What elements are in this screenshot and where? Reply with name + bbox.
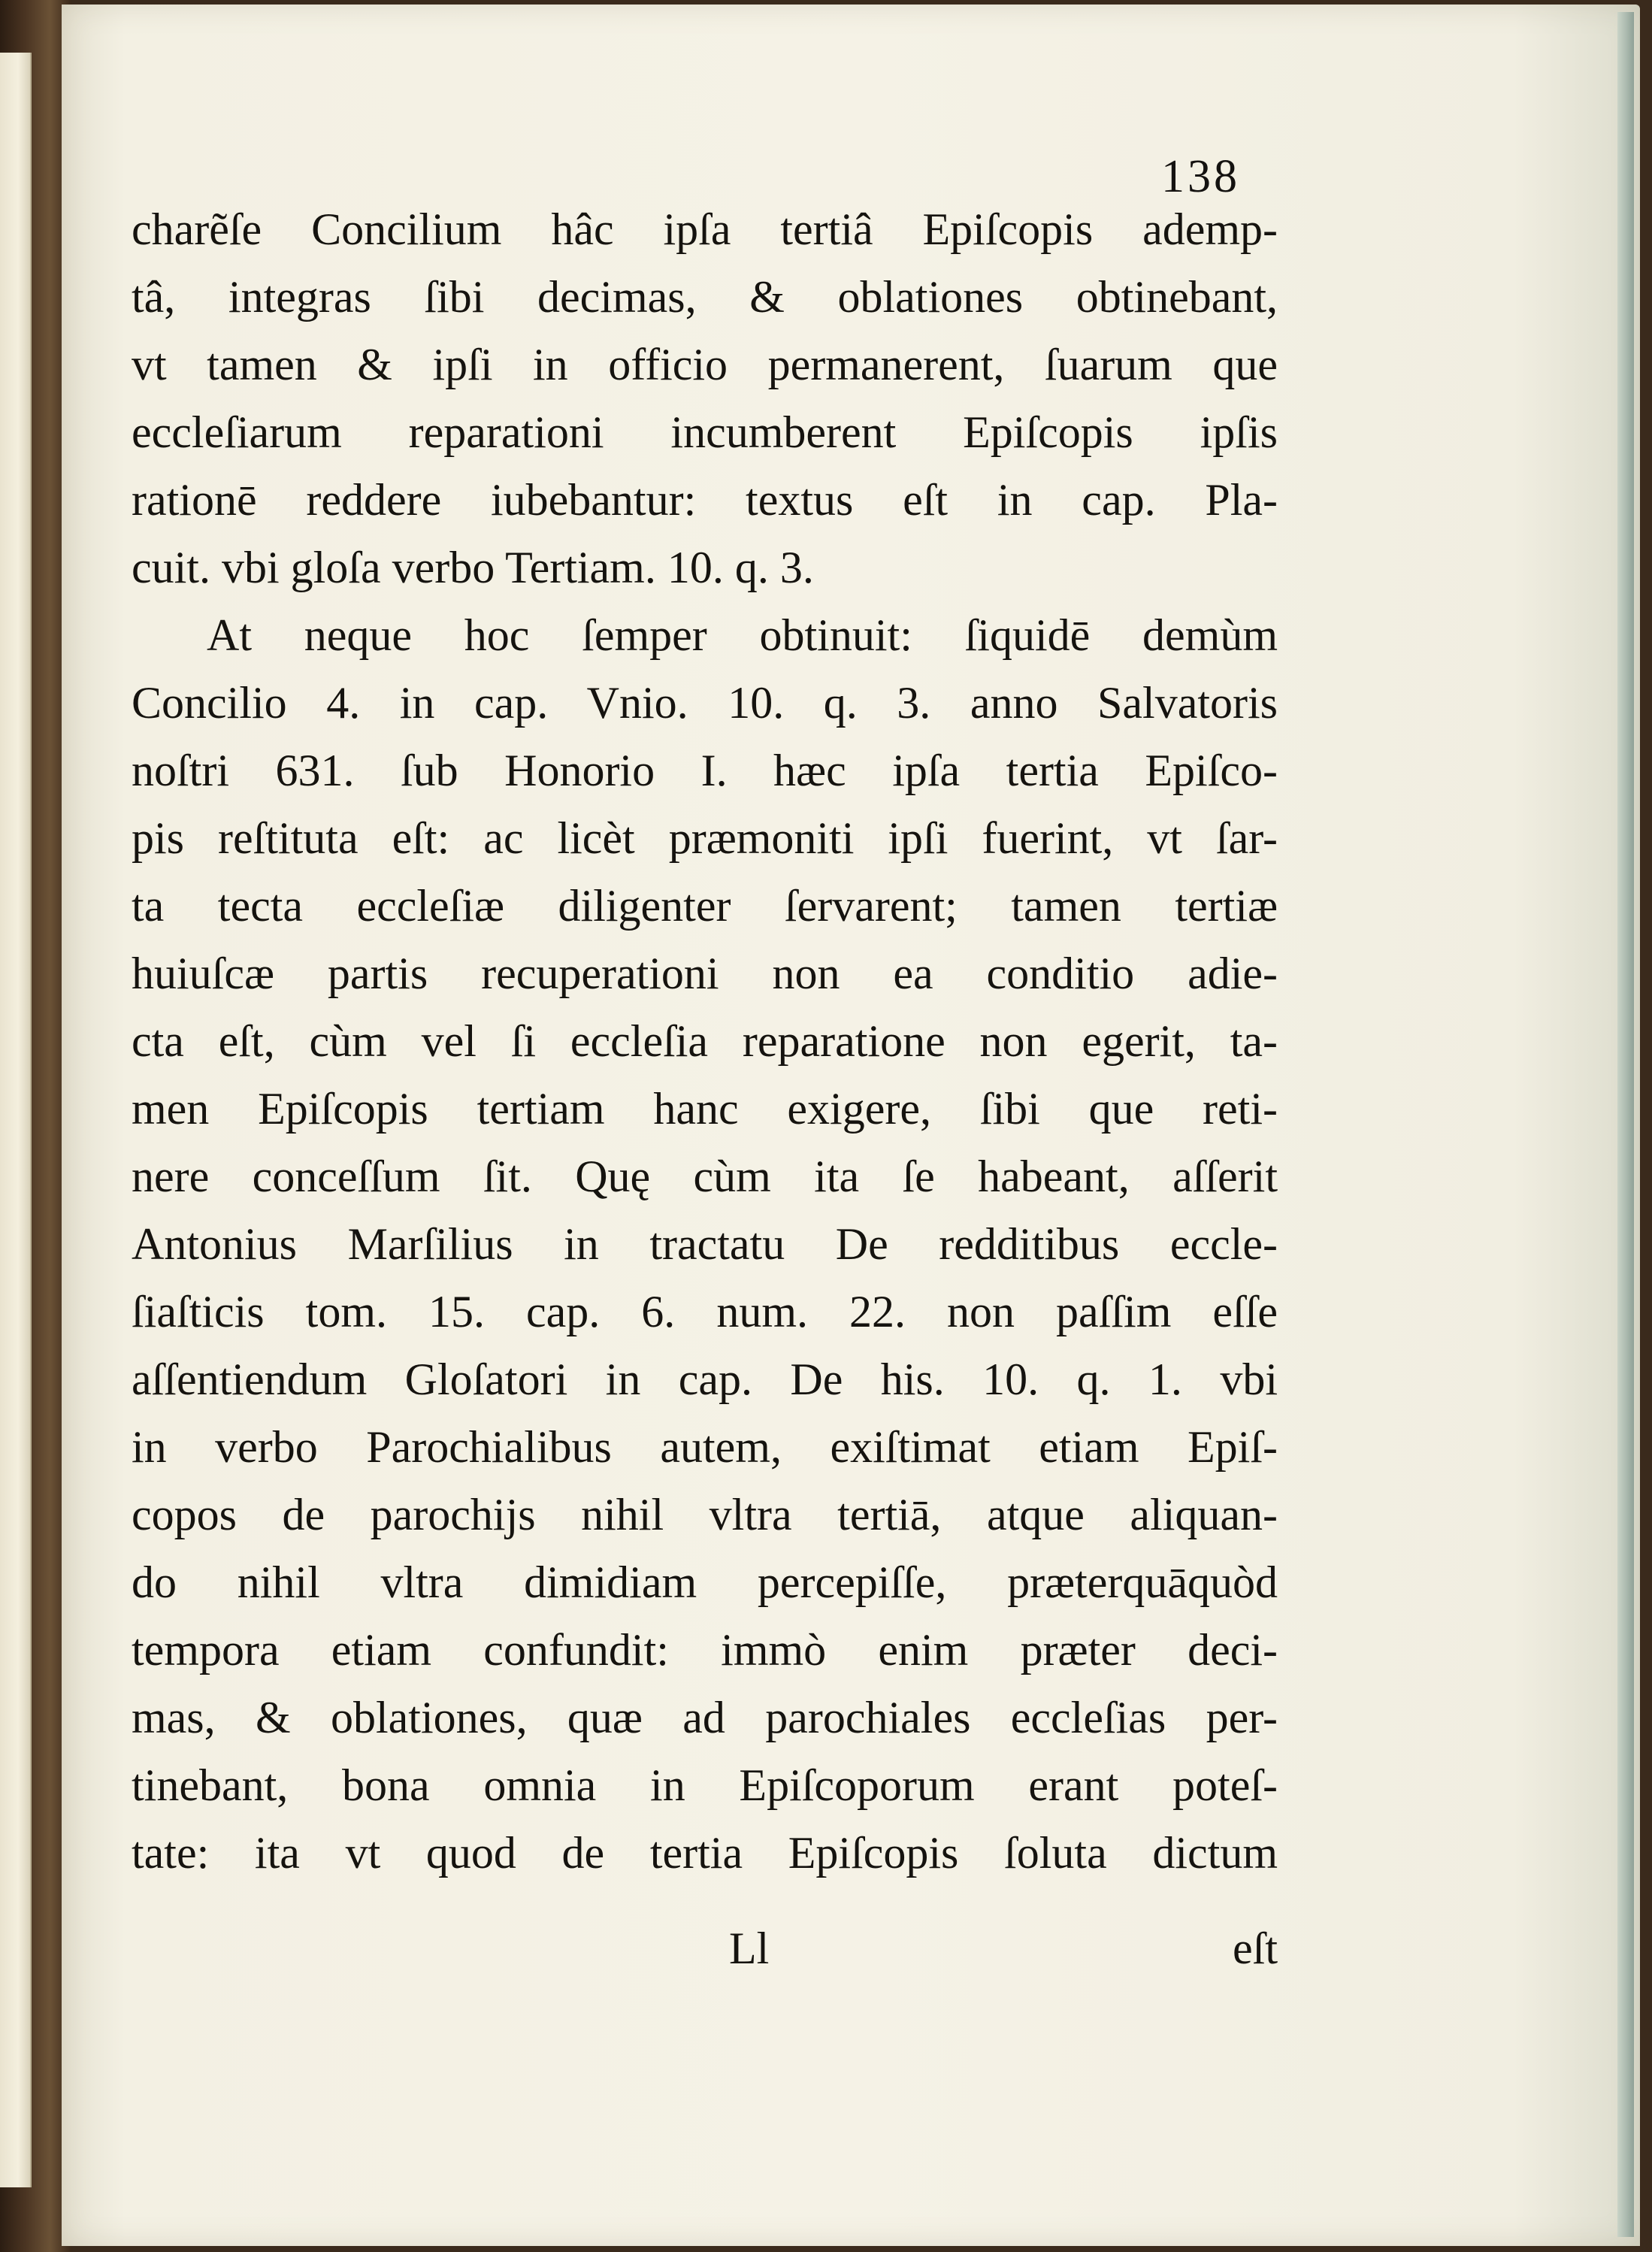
text-line: aſſentiendum Gloſatori in cap. De his. 10. q. 1. vbi bbox=[132, 1355, 1278, 1404]
body-text bbox=[132, 195, 1278, 1887]
text-line: charẽſe Concilium hâc ipſa tertiâ Epiſcopis ademp- bbox=[132, 204, 1278, 254]
catchword: eſt bbox=[1233, 1924, 1278, 1973]
text-line: tate: ita vt quod de tertia Epiſcopis ſoluta dictum bbox=[132, 1828, 1278, 1878]
page-block-edge bbox=[1617, 12, 1634, 2237]
text-line: pis reſtituta eſt: ac licèt præmoniti ipſi fuerint, vt ſar- bbox=[132, 813, 1278, 863]
page-number: 138 bbox=[1161, 151, 1240, 202]
text-line: rationē reddere iubebantur: textus eſt in cap. Pla- bbox=[132, 475, 1278, 525]
text-line: cta eſt, cùm vel ſi eccleſia reparatione non egerit, ta- bbox=[132, 1016, 1278, 1066]
text-line: tinebant, bona omnia in Epiſcoporum erant poteſ- bbox=[132, 1760, 1278, 1810]
text-line: cuit. vbi gloſa verbo Tertiam. 10. q. 3. bbox=[132, 543, 814, 592]
text-line: vt tamen & ipſi in officio permanerent, ſuarum que bbox=[132, 340, 1278, 389]
text-line: in verbo Parochialibus autem, exiſtimat etiam Epiſ- bbox=[132, 1422, 1278, 1472]
text-line: Antonius Marſilius in tractatu De redditibus eccle- bbox=[132, 1219, 1278, 1269]
text-line: men Epiſcopis tertiam hanc exigere, ſibi que reti- bbox=[132, 1084, 1278, 1134]
text-line: At neque hoc ſemper obtinuit: ſiquidē demùm bbox=[207, 610, 1278, 660]
text-line: huiuſcæ partis recuperationi non ea conditio adie- bbox=[132, 949, 1278, 998]
text-line: eccleſiarum reparationi incumberent Epiſcopis ipſis bbox=[132, 407, 1278, 457]
text-line: tâ, integras ſibi decimas, & oblationes obtinebant, bbox=[132, 272, 1278, 322]
text-line: mas, & oblationes, quæ ad parochiales eccleſias per- bbox=[132, 1693, 1278, 1742]
text-line: nere conceſſum ſit. Quę cùm ita ſe habeant, aſſerit bbox=[132, 1152, 1278, 1201]
page-footer bbox=[132, 1911, 1278, 1986]
text-line: Concilio 4. in cap. Vnio. 10. q. 3. anno Salvatoris bbox=[132, 678, 1278, 728]
text-line: tempora etiam confundit: immò enim præter deci- bbox=[132, 1625, 1278, 1675]
text-line: ta tecta eccleſiæ diligenter ſervarent; tamen tertiæ bbox=[132, 881, 1278, 931]
text-line: do nihil vltra dimidiam percepiſſe, præterquāquòd bbox=[132, 1557, 1278, 1607]
text-line: copos de parochijs nihil vltra tertiā, atque aliquan- bbox=[132, 1490, 1278, 1539]
signature-mark: Ll bbox=[729, 1924, 770, 1973]
facing-page-edge bbox=[0, 53, 32, 2187]
text-line: ſiaſticis tom. 15. cap. 6. num. 22. non paſſim eſſe bbox=[132, 1287, 1278, 1336]
text-line: noſtri 631. ſub Honorio I. hæc ipſa tertia Epiſco- bbox=[132, 746, 1278, 795]
